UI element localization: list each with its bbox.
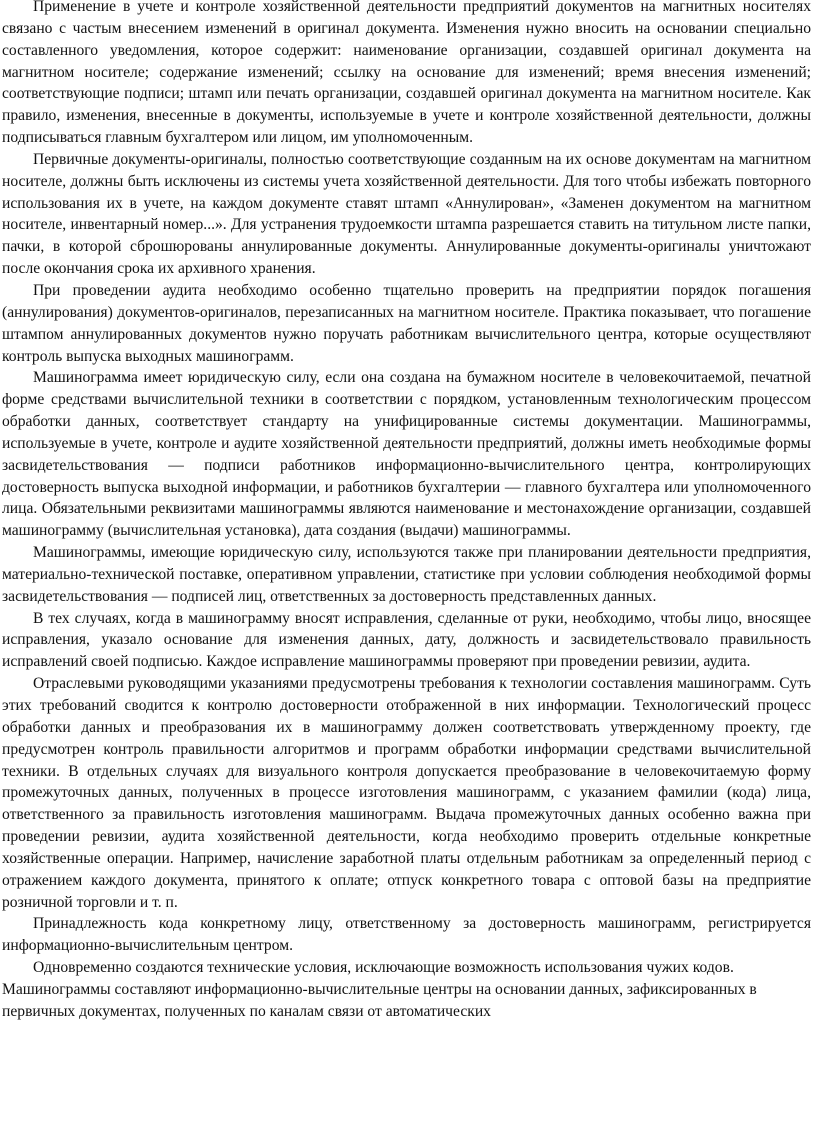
paragraph-primary-originals: Первичные документы-оригиналы, полностью соответствующие созданным на их основе документам на магнитном носителе, должны быть исключены из системы учета хозяйственной деятельности. Для того чтобы избежать повторного использования их в учете, на каждом документе ставят штамп «Аннулирован», «Заменен документом на магнитном носителе, инвентарный номер...». Для устранения трудоемкости штампа разрешается ставить на титульном листе папки, пачки, в которой сброшюрованы аннулированные документы. Аннулированные документы-оригиналы уничтожают после окончания срока их архивного хранения.: [2, 150, 811, 278]
paragraph-code-ownership: Принадлежность кода конкретному лицу, ответственному за достоверность машинограмм, регистрируется информационно-вычислительным центром.: [2, 915, 811, 955]
paragraph-machinegram-legal-force: Машинограмма имеет юридическую силу, если она создана на бумажном носителе в человекочитаемой, печатной форме средствами вычислительной техники в соответствии с порядком, установленным технологическим процессом обработки данных, соответствует стандарту на унифицированные системы документации. Машинограммы, используемые в учете, контроле и аудите хозяйственной деятельности предприятий, должны иметь необходимые формы засвидетельствования — подписи работников информационно-вычислительного центра, контролирующих достоверность выпуска выходной информации, и работников бухгалтерии — главного бухгалтера или уполномоченного лица. Обязательными реквизитами машинограммы являются наименование и местонахождение организации, создавшей машинограмму (вычислительная установка), дата создания (выдачи) машинограммы.: [2, 369, 811, 540]
paragraph-audit-cancellation: При проведении аудита необходимо особенно тщательно проверить на предприятии порядок погашения (аннулирования) документов-оригиналов, перезаписанных на магнитном носителе. Практика показывает, что погашение штампом аннулированных документов нужно поручать работникам вычислительного центра, которые осуществляют контроль выпуска выходных машинограмм.: [2, 281, 811, 365]
paragraph-magnetic-media-changes: Применение в учете и контроле хозяйственной деятельности предприятий документов на магнитных носителях связано с частым внесением изменений в оригинал документа. Изменения нужно вносить на основании специально составленного уведомления, которое содержит: наименование организации, создавшей оригинал документа на магнитном носителе; содержание изменений; ссылку на основание для изменений; время внесения изменений; соответствующие подписи; штамп или печать организации, создавшей оригинал документа на магнитном носителе. Как правило, изменения, внесенные в документы, используемые в учете и контроле хозяйственной деятельности, должны подписываться главным бухгалтером или лицом, им уполномоченным.: [2, 0, 811, 147]
paragraph-technology-requirements: Отраслевыми руководящими указаниями предусмотрены требования к технологии составления машинограмм. Суть этих требований сводится к контролю достоверности отображенной в них информации. Технологический процесс обработки данных и преобразования их в машинограмму должен соответствовать утвержденному проекту, где предусмотрен контроль правильности алгоритмов и программ обработки информации средствами вычислительной техники. В отдельных случаях для визуального контроля допускается преобразование в человекочитаемую форму промежуточных данных, полученных в процессе изготовления машинограмм, с указанием фамилии (кода) лица, ответственного за правильность изготовления машинограмм. Выдача промежуточных данных особенно важна при проведении ревизии, аудита хозяйственной деятельности, когда необходимо проверить отдельные конкретные хозяйственные операции. Например, начисление заработной платы отдельным работникам за определенный период с отражением каждого документа, принятого к оплате; отпуск конкретного товара с оптовой базы на предприятие розничной торговли и т. п.: [2, 675, 811, 911]
paragraph-technical-conditions: Одновременно создаются технические условия, исключающие возможность использования чужих кодов.: [33, 959, 734, 977]
paragraph-machinegram-sources: Машинограммы составляют информационно-вычислительные центры на основании данных, зафиксированных в первичных документах, полученных по каналам связи от автоматических: [2, 980, 757, 1020]
paragraph-handwritten-corrections: В тех случаях, когда в машинограмму вносят исправления, сделанные от руки, необходимо, чтобы лицо, вносящее исправления, указало основание для изменения данных, дату, должность и засвидетельствовало правильность исправлений своей подписью. Каждое исправление машинограммы проверяют при проведении ревизии, аудита.: [2, 609, 811, 671]
paragraph-machinegram-planning: Машинограммы, имеющие юридическую силу, используются также при планировании деятельности предприятия, материально-технической поставке, оперативном управлении, статистике при условии соблюдения необходимой формы засвидетельствования — подписей лиц, ответственных за достоверность представленных данных.: [2, 544, 811, 605]
